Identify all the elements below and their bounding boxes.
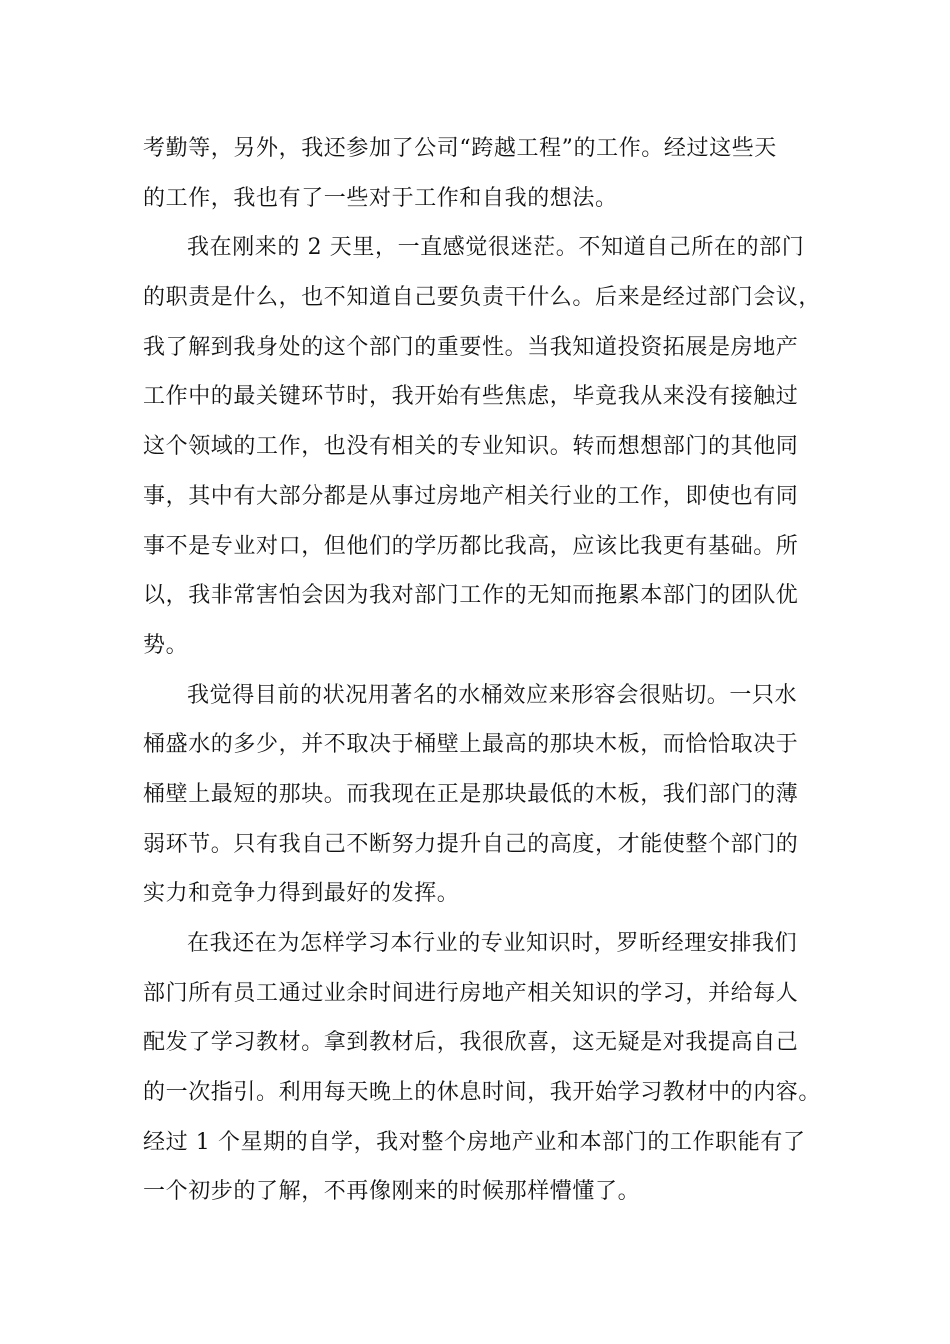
text-line: 的职责是什么，也不知道自己要负责干什么。后来是经过部门会议， bbox=[143, 285, 822, 311]
text-line: 考勤等，另外，我还参加了公司“跨越工程”的工作。经过这些天 bbox=[143, 136, 777, 161]
text-line: 的一次指引。利用每天晚上的休息时间，我开始学习教材中的内容。 bbox=[143, 1080, 822, 1106]
text-line: 弱环节。只有我自己不断努力提升自己的高度，才能使整个部门的 bbox=[143, 831, 799, 857]
paragraph-3 bbox=[143, 671, 807, 919]
text-line: 我在刚来的 2 天里，一直感觉很迷茫。不知道自己所在的部门 bbox=[187, 235, 805, 261]
text-line: 我了解到我身处的这个部门的重要性。当我知道投资拓展是房地产 bbox=[143, 334, 799, 360]
text-line: 的工作，我也有了一些对于工作和自我的想法。 bbox=[143, 185, 618, 211]
text-line: 事不是专业对口，但他们的学历都比我高，应该比我更有基础。所 bbox=[143, 533, 799, 559]
text-line: 我觉得目前的状况用著名的水桶效应来形容会很贴切。一只水 bbox=[187, 682, 798, 708]
text-line: 部门所有员工通过业余时间进行房地产相关知识的学习，并给每人 bbox=[143, 980, 799, 1006]
text-line: 工作中的最关键环节时，我开始有些焦虑，毕竟我从来没有接触过 bbox=[143, 384, 799, 410]
text-line: 势。 bbox=[143, 632, 189, 658]
text-line: 实力和竞争力得到最好的发挥。 bbox=[143, 881, 460, 907]
text-line: 以，我非常害怕会因为我对部门工作的无知而拖累本部门的团队优 bbox=[143, 583, 799, 609]
text-line: 经过 1 个星期的自学，我对整个房地产业和本部门的工作职能有了 bbox=[143, 1129, 806, 1155]
text-line: 在我还在为怎样学习本行业的专业知识时，罗昕经理安排我们 bbox=[187, 931, 798, 956]
text-line: 这个领域的工作，也没有相关的专业知识。转而想想部门的其他同 bbox=[143, 434, 799, 460]
document-body bbox=[143, 124, 822, 1217]
text-line: 桶壁上最短的那块。而我现在正是那块最低的木板，我们部门的薄 bbox=[143, 781, 799, 807]
paragraph-2 bbox=[143, 223, 822, 670]
text-line: 事，其中有大部分都是从事过房地产相关行业的工作，即使也有同 bbox=[143, 483, 799, 509]
text-line: 桶盛水的多少，并不取决于桶壁上最高的那块木板，而恰恰取决于 bbox=[143, 732, 799, 758]
text-line: 配发了学习教材。拿到教材后，我很欣喜，这无疑是对我提高自己 bbox=[143, 1030, 799, 1056]
paragraph-4 bbox=[143, 919, 822, 1217]
paragraph-1 bbox=[143, 124, 807, 223]
text-line: 一个初步的了解，不再像刚来的时候那样懵懂了。 bbox=[143, 1179, 641, 1205]
